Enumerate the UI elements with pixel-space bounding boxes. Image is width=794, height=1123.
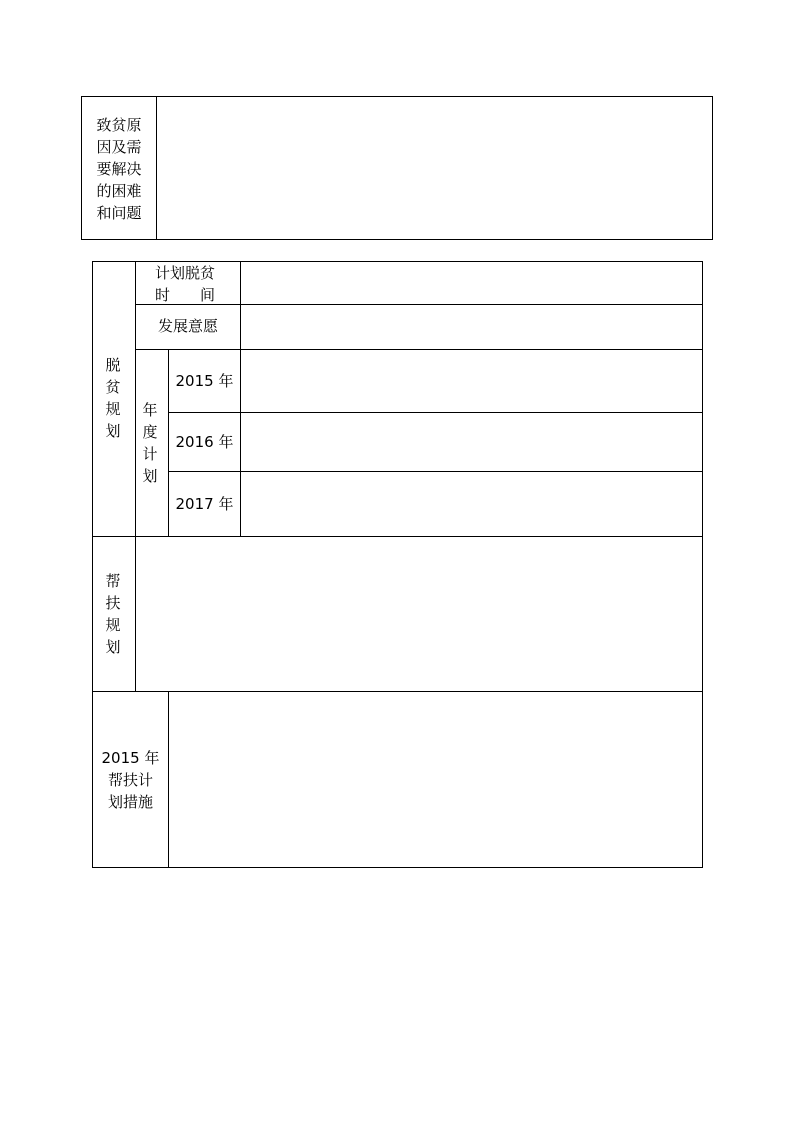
poverty-plan-char-2: 贫 bbox=[105, 378, 121, 396]
poverty-plan-char-1: 脱 bbox=[105, 356, 121, 374]
planned-time-field[interactable] bbox=[241, 262, 702, 304]
poverty-cause-line-1: 致贫原 bbox=[96, 116, 142, 134]
poverty-plan-char-4: 划 bbox=[105, 422, 121, 440]
development-wish-field[interactable] bbox=[241, 305, 702, 349]
assistance-plan-char-3: 规 bbox=[105, 616, 121, 634]
poverty-cause-line-2: 因及需 bbox=[96, 138, 142, 156]
assistance-plan-label bbox=[103, 570, 123, 658]
poverty-cause-line-3: 要解决 bbox=[96, 160, 142, 178]
assistance-plan-char-4: 划 bbox=[105, 638, 121, 656]
year-2015-field[interactable] bbox=[241, 350, 702, 412]
development-wish-label: 发展意愿 bbox=[157, 317, 218, 335]
planned-time-line-2: 时 间 bbox=[155, 286, 216, 304]
assistance-plan-char-1: 帮 bbox=[105, 572, 121, 590]
year-2015-label: 2015 年 bbox=[175, 372, 234, 390]
annual-plan-char-3: 计 bbox=[142, 445, 158, 463]
year-2016-field[interactable] bbox=[241, 413, 702, 471]
year-2017-field[interactable] bbox=[241, 472, 702, 536]
measures-line-3: 划措施 bbox=[107, 793, 153, 811]
annual-plan-char-4: 划 bbox=[142, 467, 158, 485]
annual-plan-label bbox=[140, 399, 160, 487]
annual-plan-char-2: 度 bbox=[142, 423, 158, 441]
year-2016-label: 2016 年 bbox=[175, 433, 234, 451]
assistance-plan-char-2: 扶 bbox=[105, 594, 121, 612]
poverty-plan-label bbox=[103, 354, 123, 442]
measures-line-1: 2015 年 bbox=[101, 749, 160, 767]
measures-label bbox=[93, 747, 168, 813]
poverty-cause-line-5: 和问题 bbox=[96, 204, 142, 222]
annual-plan-char-1: 年 bbox=[142, 401, 158, 419]
poverty-cause-field[interactable] bbox=[157, 97, 712, 239]
planned-time-label bbox=[136, 262, 240, 306]
poverty-cause-label bbox=[82, 114, 156, 224]
measures-field[interactable] bbox=[169, 692, 702, 867]
measures-line-2: 帮扶计 bbox=[107, 771, 153, 789]
year-2017-label: 2017 年 bbox=[175, 495, 234, 513]
poverty-plan-char-3: 规 bbox=[105, 400, 121, 418]
planned-time-line-1: 计划脱贫 bbox=[155, 264, 216, 282]
poverty-cause-line-4: 的困难 bbox=[96, 182, 142, 200]
assistance-plan-field[interactable] bbox=[136, 537, 702, 691]
